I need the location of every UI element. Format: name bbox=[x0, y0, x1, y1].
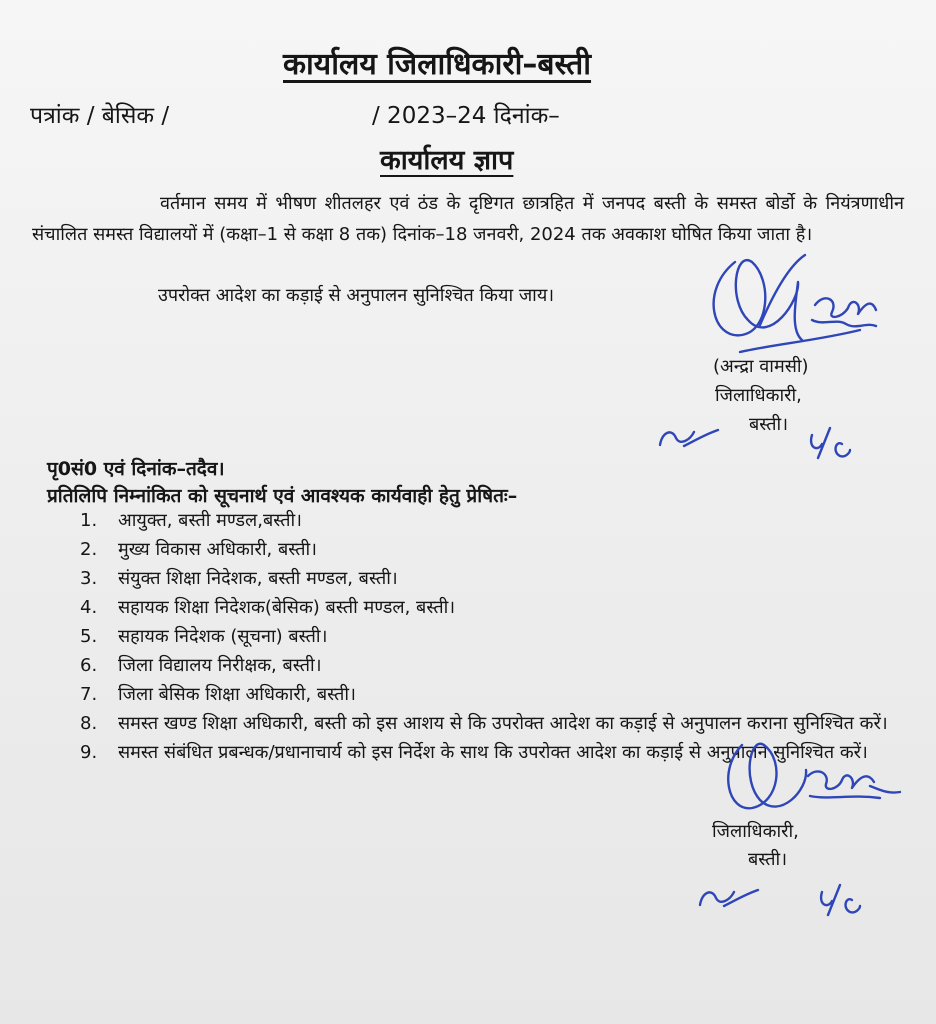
primary-initials-mark bbox=[660, 430, 718, 446]
list-item-number: 2. bbox=[80, 539, 98, 560]
copy-forwarded-line: प्रतिलिपि निम्नांकित को सूचनार्थ एवं आवश्यक कार्यवाही हेतु प्रेषितः– bbox=[47, 485, 518, 507]
secondary-oc-annotation bbox=[821, 885, 860, 915]
signatory-name: (अन्द्रा वामसी) bbox=[713, 356, 809, 377]
compliance-paragraph: उपरोक्त आदेश का कड़ाई से अनुपालन सुनिश्चित किया जाय। bbox=[158, 285, 555, 306]
list-item-number: 9. bbox=[80, 742, 98, 763]
list-item-number: 6. bbox=[80, 655, 98, 676]
primary-oc-annotation bbox=[811, 428, 850, 458]
signatory-place: बस्ती। bbox=[748, 849, 788, 870]
list-item-text: समस्त संबंधित प्रबन्धक/प्रधानाचार्य को इस निर्देश के साथ कि उपरोक्त आदेश का कड़ाई से अनुपालन सुनिश्चित करें। bbox=[118, 742, 868, 763]
order-paragraph: वर्तमान समय में भीषण शीतलहर एवं ठंड के दृष्टिगत छात्रहित में जनपद बस्ती के समस्त बोर्डो के नियंत्रणाधीन संचालित समस्त विद्यालयों में (कक्षा–1 से कक्षा 8 तक) दिनांक–18 जनवरी, 2024 तक अवकाश घोषित किया जाता है। bbox=[32, 193, 904, 245]
list-item-text: संयुक्त शिक्षा निदेशक, बस्ती मण्डल, बस्ती। bbox=[118, 568, 398, 589]
signatory-place: बस्ती। bbox=[749, 414, 789, 435]
list-item-text: सहायक शिक्षा निदेशक(बेसिक) बस्ती मण्डल, बस्ती। bbox=[118, 597, 456, 618]
list-item-text: मुख्य विकास अधिकारी, बस्ती। bbox=[118, 539, 317, 560]
list-item-number: 4. bbox=[80, 597, 98, 618]
list-item-number: 7. bbox=[80, 684, 98, 705]
list-item-number: 1. bbox=[80, 510, 98, 531]
list-item-text: सहायक निदेशक (सूचना) बस्ती। bbox=[118, 626, 328, 647]
signatory-designation: जिलाधिकारी, bbox=[712, 821, 799, 842]
office-title: कार्यालय जिलाधिकारी–बस्ती bbox=[283, 47, 592, 82]
list-item-number: 3. bbox=[80, 568, 98, 589]
list-item-text: आयुक्त, बस्ती मण्डल,बस्ती। bbox=[118, 510, 303, 531]
secondary-initials-mark bbox=[700, 890, 758, 906]
memo-title: कार्यालय ज्ञाप bbox=[380, 145, 514, 176]
secondary-signature-scribble bbox=[728, 744, 900, 808]
reference-year-date: / 2023–24 दिनांक– bbox=[372, 103, 560, 129]
primary-signature-scribble bbox=[714, 255, 876, 352]
endorsement-reference: पृ0सं0 एवं दिनांक–तदैव। bbox=[47, 458, 225, 480]
signatory-designation: जिलाधिकारी, bbox=[715, 385, 802, 406]
list-item-number: 5. bbox=[80, 626, 98, 647]
list-item-number: 8. bbox=[80, 713, 98, 734]
reference-number: पत्रांक / बेसिक / bbox=[30, 103, 170, 129]
list-item-text: जिला विद्यालय निरीक्षक, बस्ती। bbox=[118, 655, 322, 676]
list-item-text: जिला बेसिक शिक्षा अधिकारी, बस्ती। bbox=[118, 684, 356, 705]
list-item-text: समस्त खण्ड शिक्षा अधिकारी, बस्ती को इस आशय से कि उपरोक्त आदेश का कड़ाई से अनुपालन कराना सुनिश्चित करें। bbox=[118, 713, 888, 734]
